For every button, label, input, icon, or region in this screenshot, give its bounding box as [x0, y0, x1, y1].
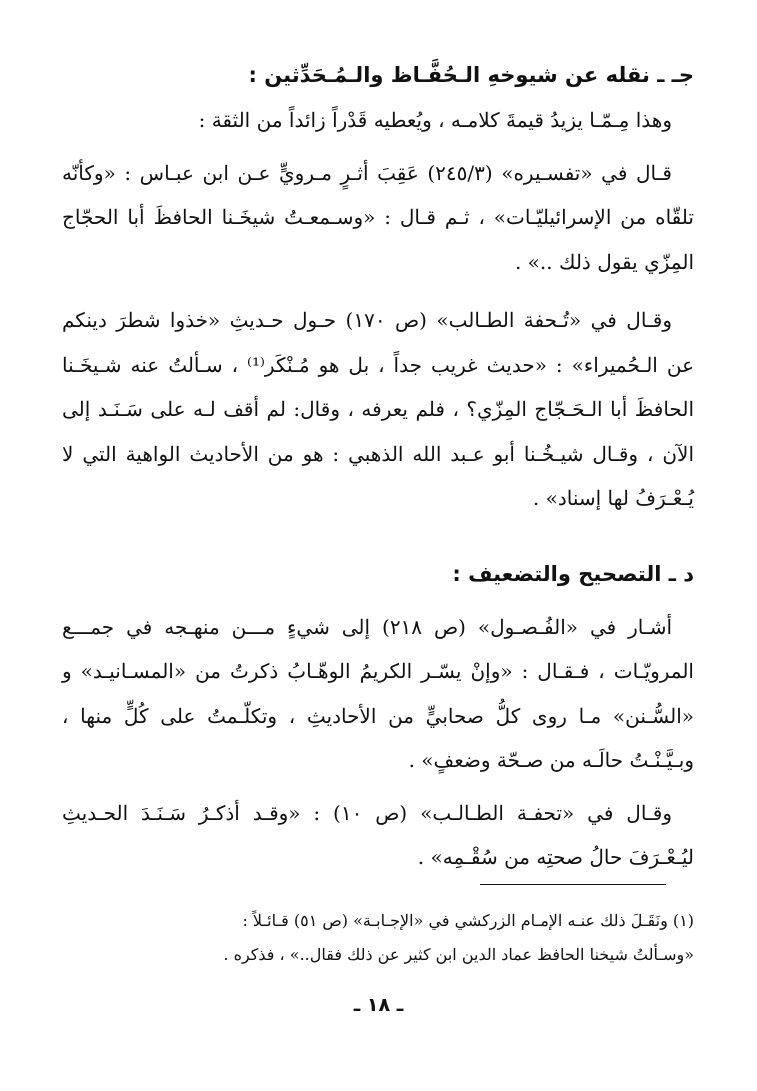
section-dal-paragraph-1: أشـار في «الفُـصـول» (ص ٢١٨) إلى شيءٍ مـــن منهـجه في جمـــع المرويّـات ، فـقـال : «وإنْ يسّـر الكريمُ الوهّـابُ ذكرتُ من «المسـانيـد» و «السُّـنن» مـا روى كلُّ صحابيٍّ من الأحاديثِ ، وتكلّـمتُ على كُلٍّ منها ، وبـيَّـنْـتُ حالَـه من صـحّة وضعفٍ» . [62, 614, 694, 772]
footnote [62, 904, 694, 972]
section-dal-paragraph-2: وقـال في «تحفـة الطـالـب» (ص ١٠) : «وقـد أذكـرُ سَـنَـدَ الحـديثِ ليُـعْـرَفَ حالُ صحتِه من سُقْـمِه» . [62, 800, 694, 869]
page-body [62, 52, 694, 880]
footnote-separator [480, 884, 666, 885]
section-heading-dal: د ـ التصحيح والتضعيف : [452, 561, 694, 586]
page-number: ـ ١٨ ـ [353, 994, 404, 1016]
footnote-line-1: (١) ونَقَـلَ ذلك عنـه الإمـام الزركشي في «الإجـابـة» (ص ٥١) قـائـلاً : [242, 911, 694, 930]
section-jim-intro: وهذا مِـمّـا يزيدُ قيمةَ كلامـه ، ويُعطيه قَدْراً زائداً من الثقة : [198, 108, 672, 132]
section-jim-paragraph-2: وقـال في «تُـحفة الطـالب» (ص ١٧٠) حـول حـديثِ «خذوا شطرَ دينكم عن الـحُميراء» : «حديث غريب جداً ، بل هو مُـنْكَر⁽¹⁾ ، سـألتُ عنه شـيخَـنا الحافظَ أبا الـحَـجّاج المِزّي؟ ، فلم يعرفه ، وقال: لم أقف لـه على سَـنَـد إلى الآن ، وقـال شيـخُـنا أبو عـبد الله الذهبي : هو من الأحاديث الواهية التي لا يُـعْـرَفُ لها إسناد» . [62, 308, 695, 510]
section-jim-paragraph-1: قـال في «تفسـيره» (٢٤٥/٣) عَقِبَ أثـرٍ مـرويٍّ عـن ابن عبـاس : «وكأنّه تلقّاه من الإسرائيليّـات» ، ثـم قـال : «وسـمعـتُ شيخَـنا الحافظَ أبا الحجّاج المِزّي يقول ذلك ..» . [62, 160, 694, 274]
section-heading-jim: جـ ـ نقله عن شيوخهِ الـحُفَّـاظ والـمُـحَدِّثين : [248, 63, 694, 87]
footnote-line-2: «وسـألتُ شيخنا الحافظ عماد الدين ابن كثير عن ذلك فقال..» ، فذكره . [223, 945, 694, 964]
